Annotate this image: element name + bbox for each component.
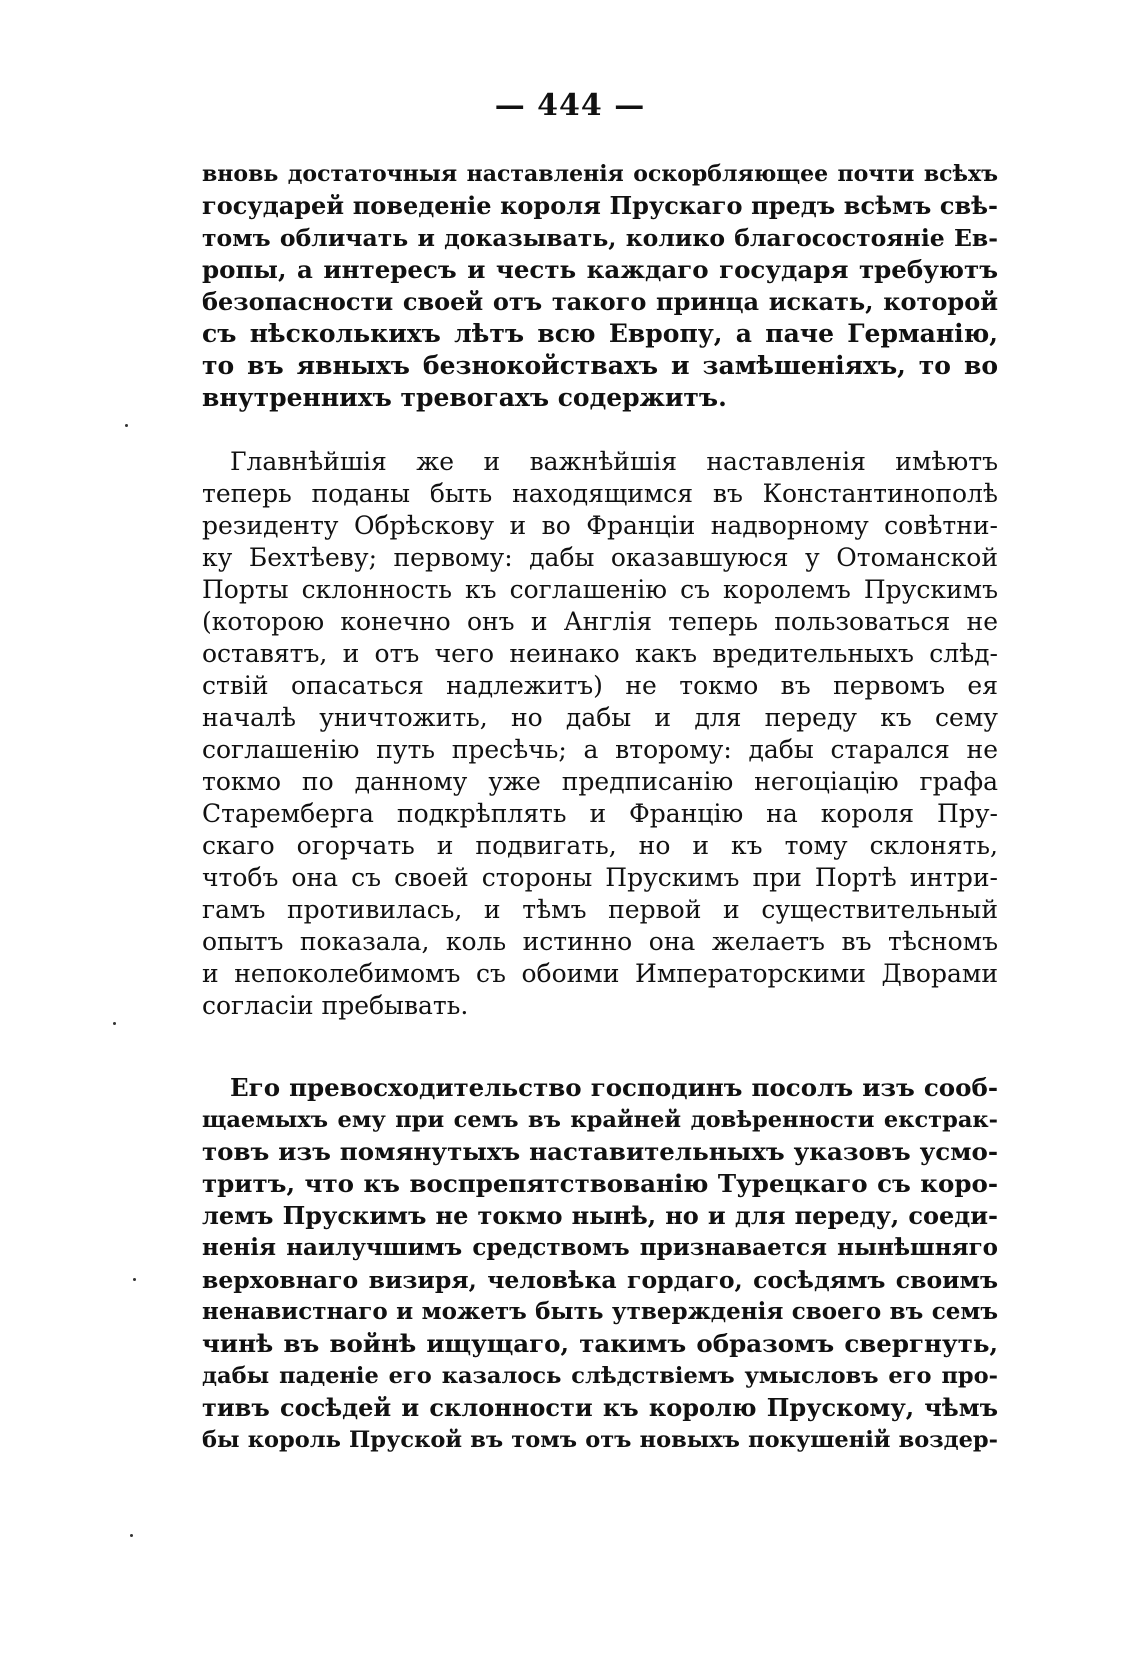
text-line: лемъ Прускимъ не токмо нынѣ, но и для переду, соеди- [202, 1201, 998, 1230]
text-line: съ нѣсколькихъ лѣтъ всю Европу, а паче Германію, [202, 319, 998, 348]
text-line: резиденту Обрѣскову и во Франціи надворному совѣтни- [202, 511, 998, 540]
text-line: токмо по данному уже предписанію негоціацію графа [202, 767, 998, 796]
paragraph-1 [202, 158, 998, 414]
text-line: тритъ, что къ воспрепятствованію Турецкаго съ коро- [202, 1169, 998, 1198]
scan-speck [125, 424, 128, 427]
text-line: верховнаго визиря, человѣка гордаго, сосѣдямъ своимъ [202, 1266, 998, 1294]
text-line: Его превосходительство господинъ посолъ изъ сооб- [230, 1073, 998, 1102]
text-line: чтобъ она съ своей стороны Прускимъ при Портѣ интри- [202, 863, 998, 892]
scan-speck [130, 1534, 133, 1537]
text-line: оставятъ, и отъ чего неинако какъ вредительныхъ слѣд- [202, 639, 998, 668]
text-line: ствій опасаться надлежитъ) не токмо въ первомъ ея [202, 671, 998, 700]
text-line: ку Бехтѣеву; первому: дабы оказавшуюся у Отоманской [202, 543, 998, 572]
text-line: Старемберга подкрѣплять и Францію на короля Пру- [202, 799, 998, 828]
text-line: безопасности своей отъ такого принца искать, которой [202, 287, 998, 316]
text-line: дабы паденіе его казалось слѣдствіемъ умысловъ его про- [202, 1363, 998, 1389]
text-line: внутреннихъ тревогахъ содержитъ. [202, 383, 727, 412]
text-line: ропы, а интересъ и честь каждаго государя требуютъ [202, 255, 998, 284]
text-line: вновь достаточныя наставленія оскорбляющее почти всѣхъ [202, 161, 998, 187]
text-line: ненавистнаго и можетъ быть утвержденія своего въ семъ [202, 1298, 998, 1325]
text-line: соглашенію путь пресѣчь; а второму: дабы старался не [202, 735, 998, 764]
text-line: товъ изъ помянутыхъ наставительныхъ указовъ усмо- [202, 1137, 998, 1166]
text-line: теперь поданы быть находящимся въ Константинополѣ [202, 479, 998, 508]
text-line: (которою конечно онъ и Англія теперь пользоваться не [202, 607, 998, 636]
text-line: щаемыхъ ему при семъ въ крайней довѣренности екстрак- [202, 1107, 998, 1133]
text-line: скаго огорчать и подвигать, но и къ тому склонять, [202, 831, 998, 860]
paragraph-3 [202, 1072, 998, 1456]
scan-speck [113, 1022, 116, 1025]
text-line: Порты склонность къ соглашенію съ королемъ Прускимъ [202, 575, 998, 604]
text-line: чинѣ въ войнѣ ищущаго, такимъ образомъ свергнуть, [202, 1329, 998, 1358]
text-line: и непоколебимомъ съ обоими Императорскими Дворами [202, 959, 998, 988]
paragraph-2 [202, 446, 998, 1022]
text-line: государей поведеніе короля Прускаго предъ всѣмъ свѣ- [202, 191, 998, 220]
text-line: ненія наилучшимъ средствомъ признавается нынѣшняго [202, 1234, 998, 1261]
text-line: Главнѣйшія же и важнѣйшія наставленія имѣютъ [230, 447, 998, 476]
text-line: опытъ показала, коль истинно она желаетъ въ тѣсномъ [202, 927, 998, 956]
scan-speck [133, 1278, 136, 1281]
text-line: согласіи пребывать. [202, 991, 469, 1020]
text-line: то въ явныхъ безнокойствахъ и замѣшеніяхъ, то во [202, 351, 998, 380]
page-number: — 444 — [494, 88, 646, 123]
text-line: томъ обличать и доказывать, колико благосостояніе Ев- [202, 224, 998, 252]
text-line: гамъ противилась, и тѣмъ первой и существительный [202, 895, 998, 924]
text-line: началѣ уничтожить, но дабы и для переду къ сему [202, 703, 998, 732]
text-line: бы король Пруской въ томъ отъ новыхъ покушеній воздер- [202, 1427, 998, 1453]
text-line: тивъ сосѣдей и склонности къ королю Прускому, чѣмъ [202, 1393, 998, 1422]
